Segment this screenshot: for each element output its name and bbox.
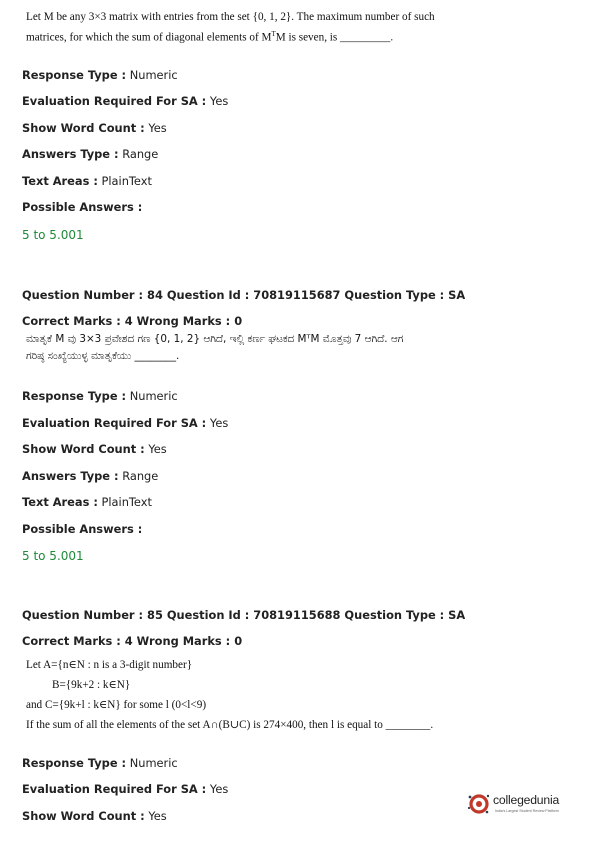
q85-header: Question Number : 85 Question Id : 70819115688 Question Type : SA: [22, 608, 466, 622]
collegedunia-logo: [467, 790, 571, 820]
q83-possible-answers-label: Possible Answers :: [22, 200, 143, 214]
q83-response-type: Response Type : Numeric: [22, 68, 178, 82]
q84-response-type: Response Type : Numeric: [22, 389, 178, 403]
q84-show-word-count: Show Word Count : Yes: [22, 442, 167, 456]
question-85-line-c: and C={9k+l : k∈N} for some l (0<l<9): [26, 699, 207, 711]
question-84-text: [26, 331, 566, 365]
question-83-line-2: matrices, for which the sum of diagonal elements of $M^TM$ is seven, is _________.: [26, 30, 394, 44]
q85-evaluation-required: Evaluation Required For SA : Yes: [22, 782, 229, 796]
q83-text-areas: Text Areas : PlainText: [22, 174, 152, 188]
question-83-line-1: Let M be any 3×3 matrix with entries from the set {0, 1, 2}. The maximum number of such: [26, 11, 435, 23]
q83-answers-type: Answers Type : Range: [22, 147, 159, 161]
question-84-line-1: ಮಾತೃಕೆ M ವು 3×3 ಪ್ರವೇಶದ ಗಣ {0, 1, 2} ಆಗಿದೆ, ಇಲ್ಲಿ ಕರ್ಣ ಘಟಕದ MᵀM ಮೊತ್ತವು 7 ಆಗಿದೆ. ಆಗ: [26, 333, 404, 345]
q84-text-areas: Text Areas : PlainText: [22, 495, 152, 509]
q84-answers-type: Answers Type : Range: [22, 469, 159, 483]
q84-evaluation-required: Evaluation Required For SA : Yes: [22, 416, 229, 430]
q83-show-word-count: Show Word Count : Yes: [22, 121, 167, 135]
question-83-text: [26, 9, 566, 47]
q85-response-type: Response Type : Numeric: [22, 756, 178, 770]
collegedunia-logo-icon: [467, 792, 491, 816]
q83-answer: 5 to 5.001: [22, 228, 84, 242]
question-84-line-2: ಗರಿಷ್ಠ ಸಂಖ್ಯೆಯುಳ್ಳ ಮಾತೃಕೆಯು ________.: [26, 350, 180, 362]
question-85-text: [26, 657, 566, 737]
question-85-line-d: If the sum of all the elements of the set A∩(B∪C) is 274×400, then l is equal to ________.: [26, 719, 434, 731]
q84-header: Question Number : 84 Question Id : 70819115687 Question Type : SA: [22, 288, 466, 302]
q85-marks: Correct Marks : 4 Wrong Marks : 0: [22, 634, 243, 648]
logo-tagline: India's Largest Student Review Platform: [495, 809, 559, 813]
question-85-line-b: B={9k+2 : k∈N}: [52, 679, 131, 691]
q83-evaluation-required: Evaluation Required For SA : Yes: [22, 94, 229, 108]
q85-show-word-count: Show Word Count : Yes: [22, 809, 167, 823]
q84-possible-answers-label: Possible Answers :: [22, 522, 143, 536]
logo-wordmark: collegedunia: [493, 793, 560, 807]
q84-answer: 5 to 5.001: [22, 549, 84, 563]
question-85-line-a: Let A={n∈N : n is a 3-digit number}: [26, 659, 193, 671]
q84-marks: Correct Marks : 4 Wrong Marks : 0: [22, 314, 243, 328]
